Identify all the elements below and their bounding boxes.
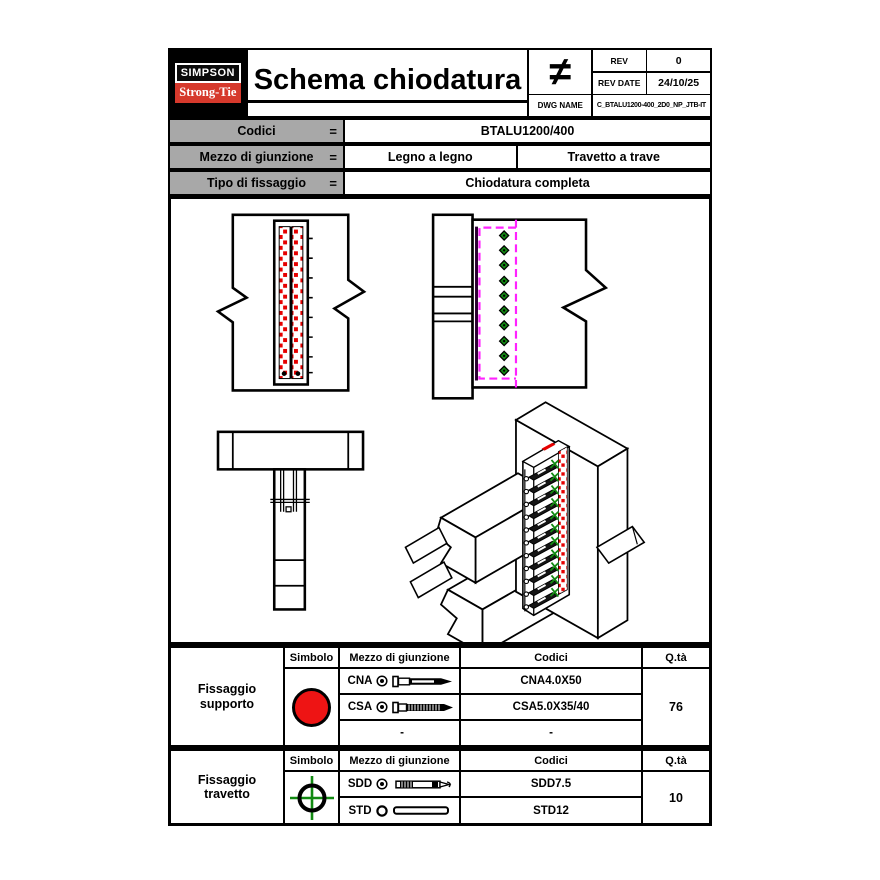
mezzo-value-1: Legno a legno (345, 146, 518, 168)
col-header-qty: Q.tà (643, 751, 709, 770)
support-row-label: Fissaggio supporto (171, 648, 283, 745)
col-header-codici: Codici (461, 648, 641, 667)
joist-mezzo-std (340, 798, 459, 823)
rev-value: 0 (647, 50, 710, 71)
front-view (218, 215, 364, 391)
dwg-name-value: C_BTALU1200-400_2D0_NP_JTB-IT (593, 95, 710, 116)
nail-icon (392, 675, 456, 688)
joist-qty: 10 (643, 772, 709, 823)
logo (170, 50, 248, 116)
crosshair-symbol (289, 775, 335, 821)
joist-row-label: Fissaggio travetto (171, 751, 283, 823)
support-mezzo-csa (340, 695, 459, 719)
annular-ring-marker-icon (376, 701, 388, 713)
fastener-code: SDD (347, 778, 373, 790)
plan-view (218, 432, 363, 610)
hanger-3d (523, 441, 569, 616)
joist-codici-std: STD12 (461, 798, 641, 823)
isometric-view (405, 402, 644, 642)
nail-strip-left (279, 227, 290, 379)
joist-codici-sdd: SDD7.5 (461, 772, 641, 796)
revision-block (527, 50, 710, 116)
simpson-strongtie-logo (175, 63, 241, 103)
row-tipo-fissaggio (168, 170, 712, 196)
fastener-code: CNA (347, 675, 373, 687)
support-mezzo-cna (340, 669, 459, 693)
mezzo-value-2: Travetto a trave (567, 150, 660, 164)
mezzo-label-cell (170, 146, 345, 168)
mezzo-label: Mezzo di giunzione (199, 150, 314, 164)
title-cell (248, 50, 528, 116)
nail-column-3d (558, 447, 567, 595)
not-equal-icon: ≠ (529, 50, 591, 94)
equals-sign: = (329, 175, 337, 191)
rod-icon (392, 804, 456, 817)
joist-mezzo-sdd (340, 772, 459, 796)
col-header-qty: Q.tà (643, 648, 709, 667)
col-header-mezzo: Mezzo di giunzione (340, 648, 459, 667)
codici-value: BTALU1200/400 (480, 124, 575, 138)
page-title: Schema chiodatura (248, 64, 528, 103)
codici-label-cell (170, 120, 345, 142)
col-header-codici: Codici (461, 751, 641, 770)
equals-sign: = (329, 123, 337, 139)
side-view (433, 215, 606, 399)
codici-label: Codici (237, 124, 276, 138)
support-mezzo-dash: - (340, 721, 459, 745)
rev-date-value: 24/10/25 (647, 73, 710, 94)
technical-drawing (171, 199, 709, 642)
fastener-code: CSA (347, 701, 373, 713)
fastener-code: STD (348, 804, 372, 817)
support-qty: 76 (643, 669, 709, 745)
circle-marker-icon (376, 805, 388, 817)
dowel-screw-icon (392, 778, 456, 791)
logo-simpson: SIMPSON (175, 63, 241, 83)
col-header-simbolo: Simbolo (285, 751, 338, 770)
support-codici-csa: CSA5.0X35/40 (461, 695, 641, 719)
tipo-label-cell (170, 172, 345, 194)
tipo-value: Chiodatura completa (465, 176, 590, 190)
support-symbol-cell (285, 669, 338, 745)
annular-ring-marker-icon (376, 675, 388, 687)
support-fixing-table (168, 645, 712, 748)
red-circle-symbol (292, 688, 331, 727)
nail-strip-right (292, 227, 303, 379)
row-mezzo-giunzione (168, 144, 712, 170)
joist-symbol-cell (285, 772, 338, 823)
title-block (168, 48, 712, 118)
tipo-label: Tipo di fissaggio (206, 176, 307, 190)
drawing-area (168, 196, 712, 645)
row-codici (168, 118, 712, 144)
rev-label: REV (593, 50, 646, 71)
logo-strongtie: Strong-Tie (175, 83, 241, 103)
support-codici-dash: - (461, 721, 641, 745)
col-header-mezzo: Mezzo di giunzione (340, 751, 459, 770)
dwg-name-label: DWG NAME (529, 95, 591, 116)
annular-ring-marker-icon (376, 778, 388, 790)
support-codici-cna: CNA4.0X50 (461, 669, 641, 693)
rev-date-label: REV DATE (593, 73, 646, 94)
col-header-simbolo: Simbolo (285, 648, 338, 667)
screw-icon (392, 701, 456, 714)
equals-sign: = (329, 149, 337, 165)
joist-fixing-table (168, 748, 712, 826)
